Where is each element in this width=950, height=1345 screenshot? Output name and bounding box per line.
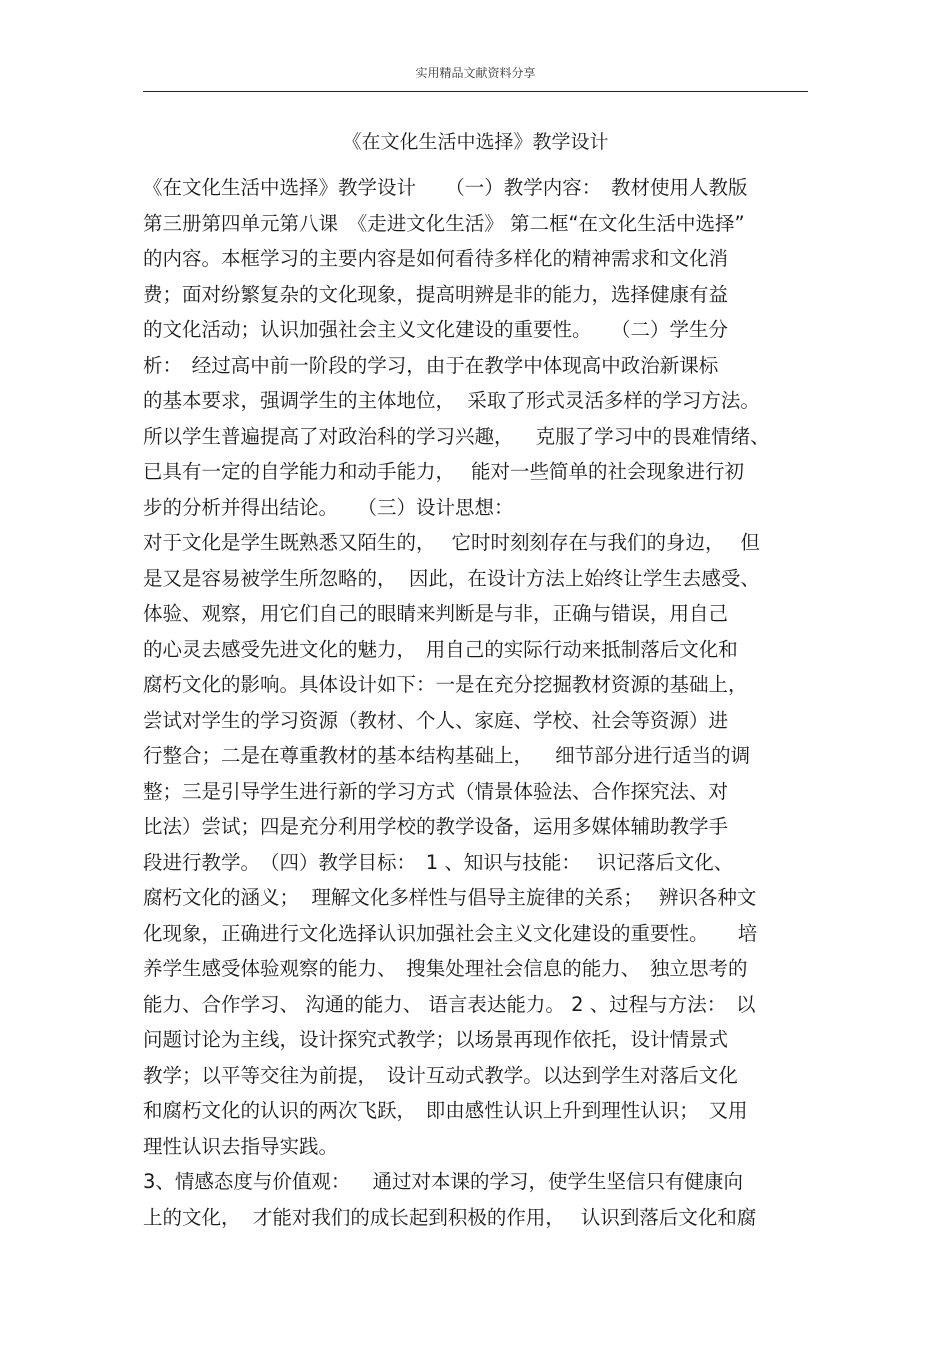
- body-line: 理性认识去指导实践。: [143, 1134, 339, 1158]
- body-line: 的基本要求，强调学生的主体地位， 采取了形式灵活多样的学习方法。: [143, 389, 760, 412]
- body-line: 腐朽文化的影响。具体设计如下：一是在充分挖掘教材资源的基础上，: [143, 673, 748, 696]
- body-line: 体验、观察，用它们自己的眼睛来判断是与非，正确与错误，用自己: [143, 602, 729, 625]
- body-line: 费；面对纷繁复杂的文化现象，提高明辨是非的能力，选择健康有益: [143, 282, 729, 306]
- body-line: 的内容。本框学习的主要内容是如何看待多样化的精神需求和文化消: [143, 247, 729, 270]
- body-line: 步的分析并得出结论。 （三）设计思想：: [143, 495, 514, 519]
- body-line: 已具有一定的自学能力和动手能力， 能对一些简单的社会现象进行初: [143, 460, 744, 483]
- body-line: 和腐朽文化的认识的两次飞跃， 即由感性认识上升到理性认识； 又用: [143, 1099, 748, 1122]
- body-line: 是又是容易被学生所忽略的， 因此，在设计方法上始终让学生去感受、: [143, 566, 760, 590]
- body-line: 的心灵去感受先进文化的魅力， 用自己的实际行动来抵制落后文化和: [143, 637, 738, 661]
- document-title: 《在文化生活中选择》教学设计: [342, 131, 609, 153]
- body-line: 所以学生普遍提高了对政治科的学习兴趣， 克服了学习中的畏难情绪、: [143, 424, 770, 448]
- body-line: 比法）尝试；四是充分利用学校的教学设备，运用多媒体辅助教学手: [143, 815, 729, 838]
- body-line: 上的文化， 才能对我们的成长起到积极的作用， 认识到落后文化和腐: [143, 1205, 757, 1229]
- body-line: 3、情感态度与价值观： 通过对本课的学习，使学生坚信只有健康向: [143, 1170, 744, 1193]
- body-line: 养学生感受体验观察的能力、 搜集处理社会信息的能力、 独立思考的: [143, 957, 748, 980]
- header-divider: [143, 91, 808, 92]
- page-header: 实用精品文献资料分享: [415, 66, 536, 80]
- body-line: 尝试对学生的学习资源（教材、个人、家庭、学校、社会等资源）进: [143, 708, 729, 732]
- body-line: 析： 经过高中前一阶段的学习，由于在教学中体现高中政治新课标: [143, 353, 719, 377]
- body-line: 段进行教学。 （四）教学目标： 1 、知识与技能： 识记落后文化、: [143, 850, 734, 874]
- body-line: 第三册第四单元第八课 《走进文化生活》 第二框“在文化生活中选择”: [143, 211, 745, 235]
- document-body: [143, 170, 813, 1235]
- body-line: 《在文化生活中选择》教学设计 （一）教学内容： 教材使用人教版: [143, 176, 748, 199]
- body-line: 教学；以平等交往为前提， 设计互动式教学。以达到学生对落后文化: [143, 1063, 738, 1087]
- body-line: 能力、合作学习、 沟通的能力、 语言表达能力。 2 、过程与方法： 以: [143, 992, 756, 1016]
- body-line: 腐朽文化的涵义； 理解文化多样性与倡导主旋律的关系； 辨识各种文: [143, 886, 757, 909]
- body-line: 对于文化是学生既熟悉又陌生的， 它时时刻刻存在与我们的身边， 但: [143, 531, 760, 554]
- body-line: 问题讨论为主线，设计探究式教学；以场景再现作依托，设计情景式: [143, 1028, 729, 1051]
- body-line: 的文化活动；认识加强社会主义文化建设的重要性。 （二）学生分: [143, 318, 729, 341]
- body-line: 化现象，正确进行文化选择认识加强社会主义文化建设的重要性。 培: [143, 921, 758, 945]
- body-line: 行整合；二是在尊重教材的基本结构基础上， 细节部分进行适当的调: [143, 744, 751, 767]
- body-line: 整；三是引导学生进行新的学习方式（情景体验法、合作探究法、对: [143, 779, 729, 803]
